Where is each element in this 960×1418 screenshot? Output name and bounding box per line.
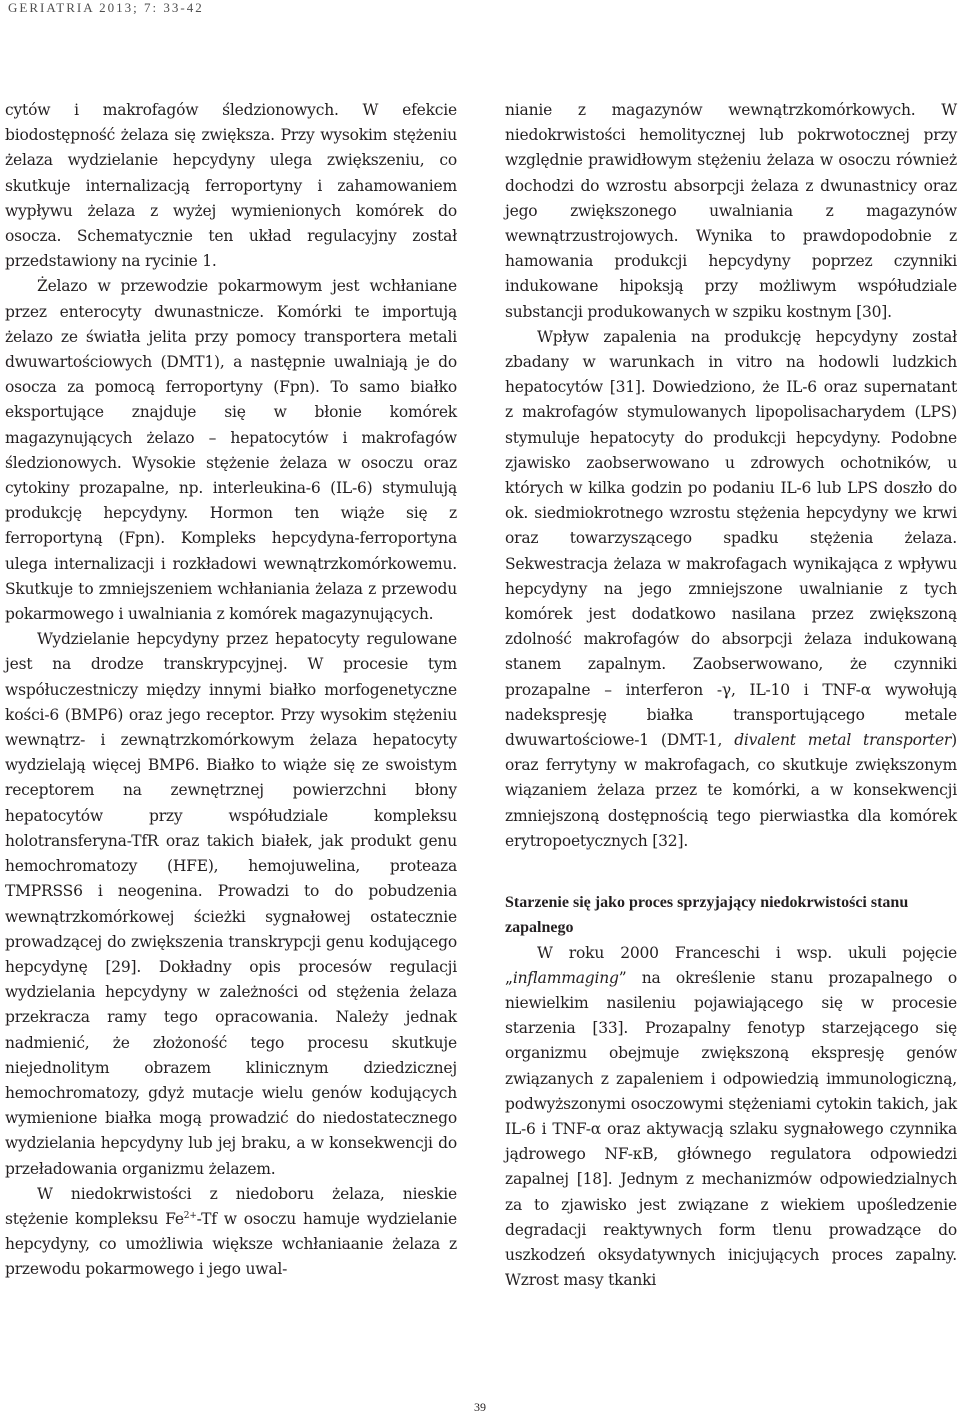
paragraph [505, 941, 957, 1294]
left-column [5, 98, 457, 1283]
text-span: W roku 2000 Franceschi i wsp. ukuli pojęcie „ [505, 943, 957, 987]
italic-term: divalent metal transporter [734, 731, 952, 750]
paragraph: Wydzielanie hepcydyny przez hepatocyty regulowane jest na drodze transkrypcyjnej. W procesie tym współuczestniczy między innymi białko morfogenetyczne kości-6 (BMP6) oraz jego receptor. Przy wysokim stężeniu wewnątrz- i zewnątrzkomórkowym żelaza hepatocyty wydzielają więcej BMP6. Białko to wiąże się ze swoistym receptorem na zewnętrznej powierzchni błony hepatocytów przy współudziale kompleksu holotransferyna-TfR oraz takich białek, jak produkt genu hemochromatozy (HFE), hemojuwelina, proteaza TMPRSS6 i neogenina. Prowadzi to do pobudzenia wewnątrzkomórkowej ścieżki sygnałowej ostatecznie prowadzącej do zwiększenia transkrypcji genu kodującego hepcydynę [29]. Dokładny opis procesów regulacji wydzielania hepcydyny w zależności od stężenia żelaza przekracza ramy tego opracowania. Należy jednak nadmienić, że złożoność tego procesu skutkuje niejednolitym obrazem klinicznym dziedzicznej hemochromatozy, gdyż mutacje wielu genów kodujących wymienione białka mogą prowadzić do niedostatecznego wydzielania hepcydyny lub jej braku, a w konsekwencji do przeładowania organizmu żelazem. [5, 630, 457, 1178]
paragraph: cytów i makrofagów śledzionowych. W efekcie biodostępność żelaza się zwiększa. Przy wysokim stężeniu żelaza wydzielanie hepcydyny ulega zwiększeniu, co skutkuje internalizacją ferroportyny i zahamowaniem wypływu żelaza z wyżej wymienionych komórek do osocza. Schematycznie ten układ regulacyjny został przedstawiony na rycinie 1. [5, 101, 457, 271]
paragraph [5, 1182, 457, 1283]
paragraph: Żelazo w przewodzie pokarmowym jest wchłaniane przez enterocyty dwunastnicze. Komórki te importują żelazo ze światła jelita przy pomocy transportera metali dwuwartościowych (DMT1), a następnie uwalniają je do osocza za pomocą ferroportyny (Fpn). To samo białko eksportujące znajduje się w błonie komórek magazynujących żelazo – hepatocytów i makrofagów śledzionowych. Wysokie stężenie żelaza w osoczu oraz cytokiny prozapalne, np. interleukina-6 (IL-6) stymulują produkcję hepcydyny. Hormon ten wiąże się z ferroportyną (Fpn). Kompleks hepcydyna-ferroportyna ulega internalizacji i rozkładowi wewnątrzkomórkowemu. Skutkuje to zmniejszeniem wchłaniania żelaza z przewodu pokarmowego i uwalniania z komórek magazynujących. [5, 277, 457, 624]
text-span: -Tf w osoczu hamuje wydzielanie hepcydyny, co umożliwia większe wchłaniaanie żelaza z przewodu pokarmowego i jego uwal- [5, 1209, 457, 1279]
text-span: Wpływ zapalenia na produkcję hepcydyny został zbadany w warunkach in vitro na hodowli ludzkich hepatocytów [31]. Dowiedziono, że IL-6 oraz supernatant z makrofagów stymulowanych lipopolisacharydem (LPS) stymuluje hepatocyty do produkcji hepcydyny. Podobne zjawisko zaobserwowano u zdrowych ochotników, u których w kilka godzin po podaniu IL-6 lub LPS doszło do ok. siedmiokrotnego wzrostu stężenia hepcydyny we krwi oraz towarzyszącego spadku stężenia żelaza. Sekwestracja żelaza w makrofagach wynikająca z wpływu hepcydyny na jego zmniejszone uwalnianie z tych komórek jest dodatkowo nasilana przez zwiększoną zdolność makrofagów do absorpcji żelaza indukowaną stanem zapalnym. Zaobserwowano, że czynniki prozapalne – interferon -γ, IL-10 i TNF-α wywołują nadekspresję białka transportującego metale dwuwartościowe-1 (DMT-1, [505, 327, 957, 750]
text-span: W niedokrwistości z niedoboru żelaza, nieskie stężenie kompleksu Fe [5, 1184, 457, 1228]
right-column [505, 98, 957, 1293]
text-span: ” na określenie stanu prozapalnego o niewielkim nasileniu pojawiającego się w procesie starzenia [33]. Prozapalny fenotyp starzejącego się organizmu obejmuje zwiększoną ekspresję genów związanych z zapaleniem i odpowiedzią immunologiczną, podwyższonymi osoczowymi stężeniami cytokin takich, jak IL-6 i TNF-α oraz aktywacją szlaku sygnałowego czynnika jądrowego NF-κB, głównego regulatora odpowiedzi zapalnej [18]. Jednym z mechanizmów odpowiedzialnych za to zjawisko jest związane z wiekiem upośledzenie degradacji reaktywnych form tlenu prowadzące do uszkodzeń oksydatywnych inicjujących proces zapalny. Wzrost masy tkanki [505, 968, 957, 1290]
italic-term: inflammaging [512, 968, 619, 987]
paragraph: nianie z magazynów wewnątrzkomórkowych. W niedokrwistości hemolitycznej lub pokrwotocznej przy względnie prawidłowym stężeniu żelaza w osoczu również dochodzi do wzrostu absorpcji żelaza z dwunastnicy oraz jego zwiększonego uwalniania z magazynów wewnątrzustrojowych. Wynika to prawdopodobnie z hamowania produkcji hepcydyny poprzez czynniki indukowane hipoksją przy możliwym współudziale substancji produkowanych w szpiku kostnym [30]. [505, 101, 957, 321]
superscript: 2+ [183, 1210, 197, 1221]
running-head: GERIATRIA 2013; 7: 33-42 [8, 0, 204, 15]
text-span: ) oraz ferrytyny w makrofagach, co skutkuje zwiększonym wiązaniem żelaza przez te komórki, a w konsekwencji zmniejszoną dostępnością tego pierwiastka dla komórek erytropoetycznych [32]. [505, 731, 957, 850]
paragraph [505, 325, 957, 854]
page-number: 39 [474, 1400, 486, 1414]
section-heading: Starzenie się jako proces sprzyjający niedokrwistości stanu zapalnego [505, 894, 909, 937]
